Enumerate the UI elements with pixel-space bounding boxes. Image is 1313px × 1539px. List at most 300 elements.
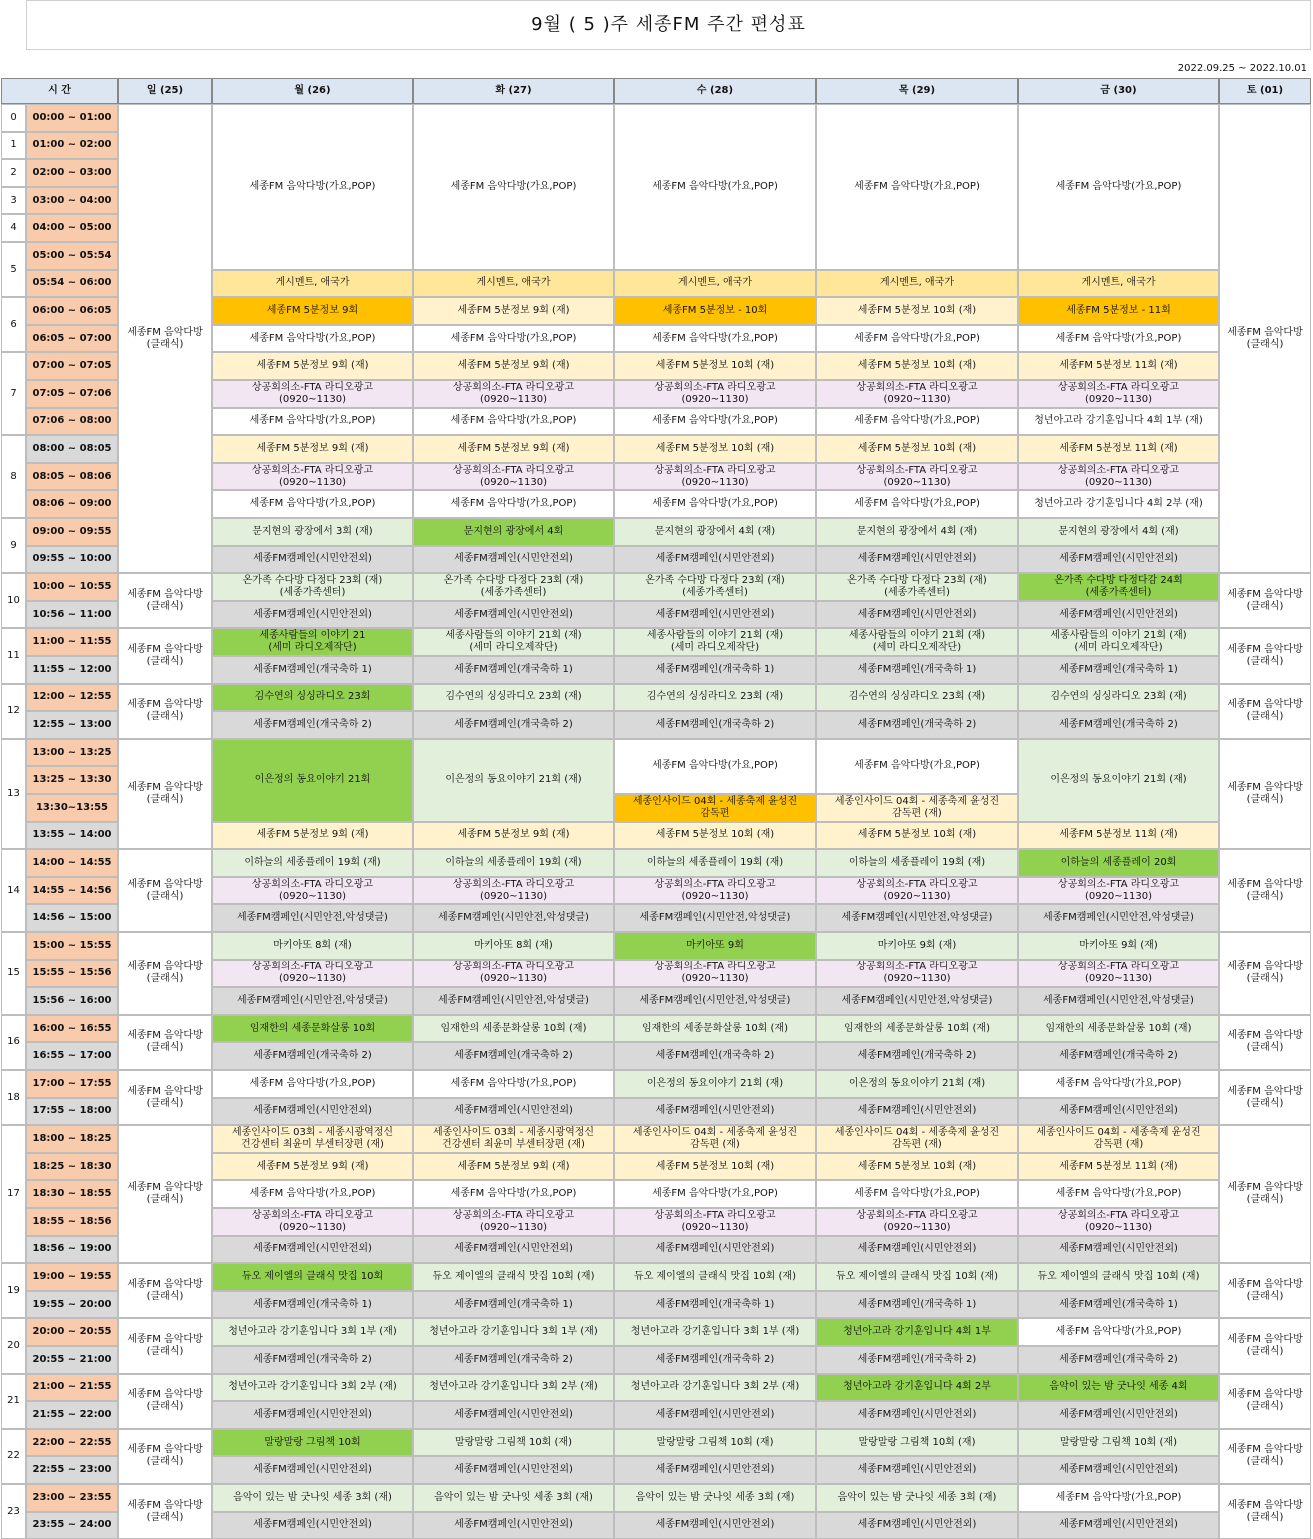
program-cell: 세종FM캠페인(개국축하 2) <box>212 711 413 739</box>
time-slot: 07:00 ~ 07:05 <box>26 352 118 380</box>
program-cell: 세종FM 음악다방 (클래식) <box>118 1070 212 1125</box>
program-cell: 세종FM 5분정보 9회 (재) <box>413 352 614 380</box>
hour-index: 16 <box>1 1015 26 1070</box>
program-cell: 세종FM캠페인(개국축하 2) <box>1018 711 1219 739</box>
time-slot: 21:55 ~ 22:00 <box>26 1401 118 1429</box>
time-slot: 07:05 ~ 07:06 <box>26 380 118 408</box>
program-cell: 세종FM 음악다방(가요,POP) <box>413 408 614 436</box>
program-cell: 세종FM 5분정보 10회 (재) <box>614 1153 816 1181</box>
program-cell: 음악이 있는 밤 굿나잇 세종 3회 (재) <box>413 1484 614 1512</box>
program-cell: 상공회의소-FTA 라디오광고 (0920~1130) <box>212 463 413 491</box>
program-cell: 세종인사이드 03회 - 세종시광역정신 건강센터 최윤미 부센터장편 (재) <box>212 1125 413 1153</box>
program-cell: 세종FM 음악다방 (클래식) <box>1219 1374 1311 1429</box>
program-cell: 상공회의소-FTA 라디오광고 (0920~1130) <box>1018 1208 1219 1236</box>
program-cell: 세종FM캠페인(시민안전외) <box>816 1401 1018 1429</box>
time-slot: 18:25 ~ 18:30 <box>26 1153 118 1181</box>
program-cell: 온가족 수다방 다정다 23회 (재) (세종가족센터) <box>413 573 614 601</box>
program-cell: 김수연의 싱싱라디오 23회 (재) <box>1018 684 1219 712</box>
program-cell: 이하늘의 세종플레이 19회 (재) <box>816 849 1018 877</box>
program-cell: 세종사람들의 이야기 21회 (재) (세미 라디오제작단) <box>413 628 614 656</box>
program-cell: 세종FM 5분정보 - 11회 <box>1018 297 1219 325</box>
hour-index: 18 <box>1 1070 26 1125</box>
time-slot: 22:00 ~ 22:55 <box>26 1429 118 1457</box>
program-cell: 온가족 수다방 다정다감 24회 (세종가족센터) <box>1018 573 1219 601</box>
time-slot: 12:55 ~ 13:00 <box>26 711 118 739</box>
time-slot: 05:54 ~ 06:00 <box>26 270 118 298</box>
program-cell: 세종FM 음악다방 (클래식) <box>1219 1318 1311 1373</box>
program-cell: 세종FM 음악다방(가요,POP) <box>614 490 816 518</box>
program-cell: 세종FM 음악다방(가요,POP) <box>413 1180 614 1208</box>
program-cell: 세종FM캠페인(개국축하 1) <box>212 1291 413 1319</box>
program-cell: 이은정의 동요이야기 21회 (재) <box>614 1070 816 1098</box>
program-cell: 청년아고라 강기훈입니다 3회 2부 (재) <box>212 1374 413 1402</box>
program-cell: 세종FM 음악다방(가요,POP) <box>614 739 816 794</box>
program-cell: 세종FM캠페인(시민안전외) <box>1018 1401 1219 1429</box>
time-slot: 08:05 ~ 08:06 <box>26 463 118 491</box>
program-cell: 세종사람들의 이야기 21 (세미 라디오제작단) <box>212 628 413 656</box>
program-cell: 세종FM캠페인(시민안전,악성댓글) <box>614 904 816 932</box>
program-cell: 세종FM캠페인(시민안전외) <box>413 546 614 574</box>
time-slot: 10:56 ~ 11:00 <box>26 601 118 629</box>
program-cell: 상공회의소-FTA 라디오광고 (0920~1130) <box>816 877 1018 905</box>
program-cell: 듀오 제이엘의 클래식 맛집 10회 (재) <box>1018 1263 1219 1291</box>
time-slot: 14:00 ~ 14:55 <box>26 849 118 877</box>
program-cell: 세종FM 음악다방(가요,POP) <box>212 104 413 270</box>
program-cell: 세종FM 5분정보 9회 (재) <box>212 435 413 463</box>
program-cell: 세종FM 5분정보 9회 (재) <box>413 822 614 850</box>
time-slot: 01:00 ~ 02:00 <box>26 132 118 160</box>
program-cell: 세종FM캠페인(개국축하 2) <box>614 1042 816 1070</box>
program-cell: 상공회의소-FTA 라디오광고 (0920~1130) <box>413 463 614 491</box>
column-header: 화 (27) <box>413 78 614 104</box>
time-slot: 11:00 ~ 11:55 <box>26 628 118 656</box>
program-cell: 듀오 제이엘의 클래식 맛집 10회 (재) <box>614 1263 816 1291</box>
time-slot: 16:00 ~ 16:55 <box>26 1015 118 1043</box>
time-slot: 13:30~13:55 <box>26 794 118 822</box>
program-cell: 세종FM 음악다방 (클래식) <box>118 932 212 1015</box>
time-slot: 00:00 ~ 01:00 <box>26 104 118 132</box>
program-cell: 세종FM 5분정보 10회 (재) <box>816 297 1018 325</box>
program-cell: 세종FM캠페인(시민안전외) <box>212 1512 413 1539</box>
program-cell: 게시멘트, 애국가 <box>816 270 1018 298</box>
program-cell: 세종FM 5분정보 11회 (재) <box>1018 435 1219 463</box>
program-cell: 세종FM캠페인(개국축하 2) <box>1018 1346 1219 1374</box>
date-range: 2022.09.25 ~ 2022.10.01 <box>1177 63 1307 74</box>
program-cell: 상공회의소-FTA 라디오광고 (0920~1130) <box>1018 463 1219 491</box>
time-slot: 18:30 ~ 18:55 <box>26 1180 118 1208</box>
program-cell: 상공회의소-FTA 라디오광고 (0920~1130) <box>816 1208 1018 1236</box>
program-cell: 세종FM 음악다방 (클래식) <box>1219 104 1311 573</box>
program-cell: 상공회의소-FTA 라디오광고 (0920~1130) <box>413 960 614 988</box>
program-cell: 세종FM 음악다방 (클래식) <box>1219 1484 1311 1539</box>
time-slot: 16:55 ~ 17:00 <box>26 1042 118 1070</box>
program-cell: 세종FM캠페인(개국축하 1) <box>413 656 614 684</box>
program-cell: 음악이 있는 밤 굿나잇 세종 4회 <box>1018 1374 1219 1402</box>
program-cell: 세종사람들의 이야기 21회 (재) (세미 라디오제작단) <box>816 628 1018 656</box>
hour-index: 15 <box>1 932 26 1015</box>
program-cell: 세종FM 음악다방(가요,POP) <box>614 104 816 270</box>
hour-index: 23 <box>1 1484 26 1539</box>
program-cell: 세종FM캠페인(시민안전외) <box>614 1512 816 1539</box>
hour-index: 20 <box>1 1318 26 1373</box>
program-cell: 상공회의소-FTA 라디오광고 (0920~1130) <box>413 1208 614 1236</box>
program-cell: 문지현의 광장에서 3회 (재) <box>212 518 413 546</box>
program-cell: 세종FM 음악다방 (클래식) <box>118 1429 212 1484</box>
column-header: 수 (28) <box>614 78 816 104</box>
program-cell: 임재한의 세종문화살롱 10회 (재) <box>413 1015 614 1043</box>
program-cell: 청년아고라 강기훈입니다 4회 1부 (재) <box>1018 408 1219 436</box>
program-cell: 세종FM 5분정보 - 10회 <box>614 297 816 325</box>
program-cell: 세종FM 음악다방(가요,POP) <box>212 490 413 518</box>
program-cell: 세종FM 음악다방 (클래식) <box>1219 849 1311 932</box>
program-cell: 세종FM캠페인(개국축하 2) <box>816 1346 1018 1374</box>
program-cell: 세종FM 음악다방 (클래식) <box>1219 1015 1311 1070</box>
program-cell: 세종인사이드 03회 - 세종시광역정신 건강센터 최윤미 부센터장편 (재) <box>413 1125 614 1153</box>
hour-index: 22 <box>1 1429 26 1484</box>
program-cell: 문지현의 광장에서 4회 <box>413 518 614 546</box>
program-cell: 김수연의 싱싱라디오 23회 (재) <box>614 684 816 712</box>
program-cell: 세종FM 음악다방 (클래식) <box>118 1484 212 1539</box>
program-cell: 청년아고라 강기훈입니다 3회 2부 (재) <box>614 1374 816 1402</box>
program-cell: 세종FM 5분정보 10회 (재) <box>614 435 816 463</box>
program-cell: 청년아고라 강기훈입니다 3회 1부 (재) <box>614 1318 816 1346</box>
program-cell: 게시멘트, 애국가 <box>1018 270 1219 298</box>
hour-index: 1 <box>1 132 26 160</box>
program-cell: 세종FM 5분정보 9회 <box>212 297 413 325</box>
program-cell: 세종FM캠페인(개국축하 1) <box>1018 1291 1219 1319</box>
program-cell: 마키아또 8회 (재) <box>212 932 413 960</box>
program-cell: 상공회의소-FTA 라디오광고 (0920~1130) <box>212 1208 413 1236</box>
time-slot: 18:55 ~ 18:56 <box>26 1208 118 1236</box>
program-cell: 세종FM캠페인(개국축하 1) <box>614 656 816 684</box>
program-cell: 세종FM 음악다방(가요,POP) <box>212 408 413 436</box>
program-cell: 청년아고라 강기훈입니다 3회 1부 (재) <box>413 1318 614 1346</box>
time-slot: 07:06 ~ 08:00 <box>26 408 118 436</box>
program-cell: 온가족 수다방 다정다 23회 (재) (세종가족센터) <box>614 573 816 601</box>
program-cell: 세종FM캠페인(시민안전,악성댓글) <box>614 987 816 1015</box>
time-slot: 09:00 ~ 09:55 <box>26 518 118 546</box>
program-cell: 세종FM 5분정보 11회 (재) <box>1018 1153 1219 1181</box>
time-slot: 18:00 ~ 18:25 <box>26 1125 118 1153</box>
time-slot: 12:00 ~ 12:55 <box>26 684 118 712</box>
program-cell: 세종FM 음악다방(가요,POP) <box>1018 1070 1219 1098</box>
program-cell: 세종FM 음악다방 (클래식) <box>118 684 212 739</box>
time-slot: 17:55 ~ 18:00 <box>26 1098 118 1126</box>
program-cell: 세종FM 음악다방 (클래식) <box>118 1263 212 1318</box>
program-cell: 세종FM캠페인(시민안전외) <box>413 1236 614 1264</box>
time-slot: 13:55 ~ 14:00 <box>26 822 118 850</box>
program-cell: 세종FM캠페인(시민안전외) <box>1018 601 1219 629</box>
program-cell: 청년아고라 강기훈입니다 4회 2부 (재) <box>1018 490 1219 518</box>
program-cell: 이은정의 동요이야기 21회 (재) <box>413 739 614 822</box>
program-cell: 청년아고라 강기훈입니다 4회 2부 <box>816 1374 1018 1402</box>
program-cell: 세종FM캠페인(개국축하 1) <box>816 656 1018 684</box>
program-cell: 상공회의소-FTA 라디오광고 (0920~1130) <box>816 380 1018 408</box>
hour-index: 19 <box>1 1263 26 1318</box>
time-slot: 06:05 ~ 07:00 <box>26 325 118 353</box>
program-cell: 세종FM캠페인(시민안전외) <box>1018 1456 1219 1484</box>
program-cell: 세종FM캠페인(시민안전외) <box>614 601 816 629</box>
program-cell: 세종FM 음악다방(가요,POP) <box>816 490 1018 518</box>
program-cell: 상공회의소-FTA 라디오광고 (0920~1130) <box>1018 380 1219 408</box>
program-cell: 세종FM캠페인(개국축하 1) <box>1018 656 1219 684</box>
program-cell: 세종FM 5분정보 10회 (재) <box>816 822 1018 850</box>
program-cell: 세종FM캠페인(시민안전외) <box>1018 1236 1219 1264</box>
program-cell: 세종FM 5분정보 10회 (재) <box>816 435 1018 463</box>
program-cell: 세종FM캠페인(시민안전,악성댓글) <box>212 904 413 932</box>
time-slot: 17:00 ~ 17:55 <box>26 1070 118 1098</box>
hour-index: 4 <box>1 214 26 242</box>
time-slot: 23:55 ~ 24:00 <box>26 1512 118 1539</box>
program-cell: 세종FM캠페인(시민안전외) <box>614 1401 816 1429</box>
time-slot: 04:00 ~ 05:00 <box>26 214 118 242</box>
time-slot: 19:55 ~ 20:00 <box>26 1291 118 1319</box>
program-cell: 세종사람들의 이야기 21회 (재) (세미 라디오제작단) <box>614 628 816 656</box>
time-slot: 15:56 ~ 16:00 <box>26 987 118 1015</box>
time-slot: 20:55 ~ 21:00 <box>26 1346 118 1374</box>
program-cell: 세종FM캠페인(시민안전,악성댓글) <box>212 987 413 1015</box>
program-cell: 세종FM 음악다방(가요,POP) <box>816 104 1018 270</box>
program-cell: 세종FM캠페인(시민안전,악성댓글) <box>413 904 614 932</box>
program-cell: 음악이 있는 밤 굿나잇 세종 3회 (재) <box>816 1484 1018 1512</box>
hour-index: 11 <box>1 628 26 683</box>
program-cell: 세종FM캠페인(시민안전,악성댓글) <box>1018 987 1219 1015</box>
program-cell: 게시멘트, 애국가 <box>614 270 816 298</box>
program-cell: 세종FM 음악다방(가요,POP) <box>614 408 816 436</box>
program-cell: 상공회의소-FTA 라디오광고 (0920~1130) <box>614 380 816 408</box>
program-cell: 세종FM 음악다방 (클래식) <box>118 1125 212 1263</box>
program-cell: 세종FM 음악다방 (클래식) <box>118 849 212 932</box>
program-cell: 마키아또 9회 <box>614 932 816 960</box>
program-cell: 말랑말랑 그림책 10회 <box>212 1429 413 1457</box>
program-cell: 세종FM캠페인(개국축하 2) <box>413 1042 614 1070</box>
program-cell: 세종FM 5분정보 10회 (재) <box>614 822 816 850</box>
program-cell: 세종FM캠페인(시민안전,악성댓글) <box>816 904 1018 932</box>
program-cell: 세종FM 음악다방 (클래식) <box>1219 739 1311 849</box>
program-cell: 세종FM캠페인(시민안전외) <box>816 546 1018 574</box>
program-cell: 김수연의 싱싱라디오 23회 (재) <box>413 684 614 712</box>
program-cell: 세종FM 5분정보 10회 (재) <box>614 352 816 380</box>
program-cell: 세종FM 5분정보 9회 (재) <box>413 297 614 325</box>
program-cell: 세종인사이드 04회 - 세종축제 윤성진 감독편 (재) <box>816 1125 1018 1153</box>
program-cell: 임재한의 세종문화살롱 10회 (재) <box>1018 1015 1219 1043</box>
program-cell: 세종FM캠페인(시민안전외) <box>212 1098 413 1126</box>
program-cell: 세종FM캠페인(개국축하 1) <box>614 1291 816 1319</box>
program-cell: 세종FM 음악다방 (클래식) <box>118 573 212 628</box>
program-cell: 세종FM캠페인(시민안전외) <box>413 1098 614 1126</box>
hour-index: 7 <box>1 352 26 435</box>
program-cell: 세종FM캠페인(시민안전,악성댓글) <box>413 987 614 1015</box>
program-cell: 이은정의 동요이야기 21회 <box>212 739 413 822</box>
program-cell: 세종인사이드 04회 - 세종축제 윤성진 감독편 (재) <box>1018 1125 1219 1153</box>
time-slot: 18:56 ~ 19:00 <box>26 1236 118 1264</box>
program-cell: 상공회의소-FTA 라디오광고 (0920~1130) <box>614 1208 816 1236</box>
hour-index: 2 <box>1 159 26 187</box>
program-cell: 세종FM캠페인(시민안전외) <box>212 1456 413 1484</box>
program-cell: 세종FM캠페인(시민안전외) <box>816 1236 1018 1264</box>
program-cell: 세종FM캠페인(개국축하 2) <box>413 1346 614 1374</box>
program-cell: 이하늘의 세종플레이 19회 (재) <box>212 849 413 877</box>
time-slot: 14:56 ~ 15:00 <box>26 904 118 932</box>
program-cell: 세종FM캠페인(시민안전외) <box>1018 1098 1219 1126</box>
program-cell: 이은정의 동요이야기 21회 (재) <box>1018 739 1219 822</box>
program-cell: 상공회의소-FTA 라디오광고 (0920~1130) <box>816 960 1018 988</box>
program-cell: 게시멘트, 애국가 <box>413 270 614 298</box>
program-cell: 문지현의 광장에서 4회 (재) <box>1018 518 1219 546</box>
program-cell: 세종FM캠페인(시민안전외) <box>413 1512 614 1539</box>
program-cell: 세종FM캠페인(시민안전외) <box>413 1401 614 1429</box>
time-slot: 13:00 ~ 13:25 <box>26 739 118 767</box>
program-cell: 세종FM 음악다방(가요,POP) <box>1018 1180 1219 1208</box>
program-cell: 세종FM 음악다방(가요,POP) <box>816 408 1018 436</box>
program-cell: 상공회의소-FTA 라디오광고 (0920~1130) <box>614 960 816 988</box>
program-cell: 문지현의 광장에서 4회 (재) <box>614 518 816 546</box>
time-slot: 20:00 ~ 20:55 <box>26 1318 118 1346</box>
program-cell: 상공회의소-FTA 라디오광고 (0920~1130) <box>413 877 614 905</box>
program-cell: 세종FM 음악다방 (클래식) <box>1219 1263 1311 1318</box>
time-slot: 15:00 ~ 15:55 <box>26 932 118 960</box>
program-cell: 세종FM캠페인(개국축하 2) <box>413 711 614 739</box>
program-cell: 세종FM 음악다방 (클래식) <box>1219 573 1311 628</box>
hour-index: 10 <box>1 573 26 628</box>
program-cell: 상공회의소-FTA 라디오광고 (0920~1130) <box>212 877 413 905</box>
program-cell: 세종FM캠페인(시민안전외) <box>1018 1512 1219 1539</box>
column-header: 목 (29) <box>816 78 1018 104</box>
program-cell: 듀오 제이엘의 클래식 맛집 10회 (재) <box>413 1263 614 1291</box>
program-cell: 말랑말랑 그림책 10회 (재) <box>413 1429 614 1457</box>
program-cell: 세종FM 음악다방 (클래식) <box>1219 1070 1311 1125</box>
program-cell: 세종FM 음악다방(가요,POP) <box>614 1180 816 1208</box>
program-cell: 세종인사이드 04회 - 세종축제 윤성진 감독편 (재) <box>614 1125 816 1153</box>
program-cell: 세종FM 음악다방 (클래식) <box>1219 1429 1311 1484</box>
page-title: 9월 ( 5 )주 세종FM 주간 편성표 <box>26 0 1311 50</box>
program-cell: 세종인사이드 04회 - 세종축제 윤성진 감독편 (재) <box>816 794 1018 822</box>
program-cell: 게시멘트, 애국가 <box>212 270 413 298</box>
program-cell: 세종FM캠페인(개국축하 2) <box>212 1346 413 1374</box>
program-cell: 마키아또 9회 (재) <box>816 932 1018 960</box>
program-cell: 세종FM 5분정보 10회 (재) <box>816 1153 1018 1181</box>
program-cell: 말랑말랑 그림책 10회 (재) <box>816 1429 1018 1457</box>
hour-index: 17 <box>1 1125 26 1263</box>
time-slot: 23:00 ~ 23:55 <box>26 1484 118 1512</box>
hour-index: 14 <box>1 849 26 932</box>
program-cell: 세종FM 음악다방 (클래식) <box>118 739 212 849</box>
program-cell: 세종FM 5분정보 10회 (재) <box>816 352 1018 380</box>
column-header: 월 (26) <box>212 78 413 104</box>
time-slot: 06:00 ~ 06:05 <box>26 297 118 325</box>
program-cell: 세종FM 음악다방 (클래식) <box>118 1015 212 1070</box>
program-cell: 듀오 제이엘의 클래식 맛집 10회 <box>212 1263 413 1291</box>
program-cell: 세종FM캠페인(시민안전외) <box>614 1236 816 1264</box>
program-cell: 세종FM캠페인(시민안전외) <box>1018 546 1219 574</box>
program-cell: 세종FM 음악다방 (클래식) <box>118 1318 212 1373</box>
program-cell: 세종FM 음악다방(가요,POP) <box>1018 104 1219 270</box>
hour-index: 3 <box>1 187 26 215</box>
program-cell: 세종FM 음악다방(가요,POP) <box>1018 1318 1219 1346</box>
program-cell: 세종FM 음악다방 (클래식) <box>1219 932 1311 1015</box>
program-cell: 세종FM캠페인(시민안전외) <box>816 1512 1018 1539</box>
program-cell: 세종FM캠페인(시민안전외) <box>816 601 1018 629</box>
program-cell: 세종FM캠페인(시민안전외) <box>212 1236 413 1264</box>
program-cell: 세종FM 5분정보 9회 (재) <box>413 1153 614 1181</box>
program-cell: 세종FM캠페인(개국축하 2) <box>1018 1042 1219 1070</box>
program-cell: 마키아또 9회 (재) <box>1018 932 1219 960</box>
program-cell: 세종FM캠페인(시민안전외) <box>614 1098 816 1126</box>
program-cell: 세종FM캠페인(시민안전,악성댓글) <box>1018 904 1219 932</box>
program-cell: 세종FM 음악다방(가요,POP) <box>212 325 413 353</box>
program-cell: 문지현의 광장에서 4회 (재) <box>816 518 1018 546</box>
time-slot: 05:00 ~ 05:54 <box>26 242 118 270</box>
program-cell: 이은정의 동요이야기 21회 (재) <box>816 1070 1018 1098</box>
hour-index: 9 <box>1 518 26 573</box>
program-cell: 세종FM캠페인(시민안전외) <box>212 546 413 574</box>
time-slot: 03:00 ~ 04:00 <box>26 187 118 215</box>
program-cell: 임재한의 세종문화살롱 10회 (재) <box>614 1015 816 1043</box>
hour-index: 8 <box>1 435 26 518</box>
program-cell: 세종FM 음악다방 (클래식) <box>118 628 212 683</box>
program-cell: 상공회의소-FTA 라디오광고 (0920~1130) <box>212 960 413 988</box>
program-cell: 세종FM 음악다방(가요,POP) <box>212 1070 413 1098</box>
program-cell: 세종FM 음악다방 (클래식) <box>118 104 212 573</box>
program-cell: 세종FM캠페인(개국축하 1) <box>212 656 413 684</box>
hour-index: 21 <box>1 1374 26 1429</box>
program-cell: 온가족 수다방 다정다 23회 (재) (세종가족센터) <box>816 573 1018 601</box>
hour-index: 5 <box>1 242 26 297</box>
program-cell: 세종FM 음악다방(가요,POP) <box>816 325 1018 353</box>
hour-index: 12 <box>1 684 26 739</box>
program-cell: 세종FM 음악다방 (클래식) <box>1219 1125 1311 1263</box>
program-cell: 임재한의 세종문화살롱 10회 (재) <box>816 1015 1018 1043</box>
program-cell: 세종FM캠페인(개국축하 2) <box>212 1042 413 1070</box>
program-cell: 상공회의소-FTA 라디오광고 (0920~1130) <box>1018 960 1219 988</box>
program-cell: 세종FM 음악다방(가요,POP) <box>413 104 614 270</box>
program-cell: 청년아고라 강기훈입니다 3회 2부 (재) <box>413 1374 614 1402</box>
program-cell: 세종FM 음악다방 (클래식) <box>118 1374 212 1429</box>
program-cell: 세종FM캠페인(개국축하 2) <box>816 711 1018 739</box>
program-cell: 온가족 수다방 다정다 23회 (재) (세종가족센터) <box>212 573 413 601</box>
time-slot: 08:06 ~ 09:00 <box>26 490 118 518</box>
program-cell: 마키아또 8회 (재) <box>413 932 614 960</box>
column-header: 금 (30) <box>1018 78 1219 104</box>
program-cell: 음악이 있는 밤 굿나잇 세종 3회 (재) <box>614 1484 816 1512</box>
program-cell: 음악이 있는 밤 굿나잇 세종 3회 (재) <box>212 1484 413 1512</box>
hour-index: 0 <box>1 104 26 132</box>
program-cell: 세종FM캠페인(시민안전외) <box>614 546 816 574</box>
time-slot: 11:55 ~ 12:00 <box>26 656 118 684</box>
column-header: 일 (25) <box>118 78 212 104</box>
program-cell: 세종FM캠페인(시민안전외) <box>816 1456 1018 1484</box>
hour-index: 6 <box>1 297 26 352</box>
program-cell: 상공회의소-FTA 라디오광고 (0920~1130) <box>614 877 816 905</box>
program-cell: 세종FM 음악다방 (클래식) <box>1219 628 1311 683</box>
program-cell: 세종FM 음악다방(가요,POP) <box>1018 1484 1219 1512</box>
program-cell: 세종FM 5분정보 9회 (재) <box>413 435 614 463</box>
program-cell: 김수연의 싱싱라디오 23회 <box>212 684 413 712</box>
program-cell: 이하늘의 세종플레이 20회 <box>1018 849 1219 877</box>
time-slot: 22:55 ~ 23:00 <box>26 1456 118 1484</box>
program-cell: 세종사람들의 이야기 21회 (재) (세미 라디오제작단) <box>1018 628 1219 656</box>
program-cell: 말랑말랑 그림책 10회 (재) <box>1018 1429 1219 1457</box>
program-cell: 상공회의소-FTA 라디오광고 (0920~1130) <box>212 380 413 408</box>
program-cell: 상공회의소-FTA 라디오광고 (0920~1130) <box>614 463 816 491</box>
program-cell: 세종FM 5분정보 9회 (재) <box>212 352 413 380</box>
program-cell: 이하늘의 세종플레이 19회 (재) <box>413 849 614 877</box>
program-cell: 세종FM캠페인(시민안전외) <box>212 1401 413 1429</box>
program-cell: 세종FM 음악다방(가요,POP) <box>816 739 1018 794</box>
program-cell: 세종FM 음악다방(가요,POP) <box>1018 325 1219 353</box>
program-cell: 세종FM 5분정보 9회 (재) <box>212 822 413 850</box>
program-cell: 세종FM캠페인(시민안전,악성댓글) <box>816 987 1018 1015</box>
